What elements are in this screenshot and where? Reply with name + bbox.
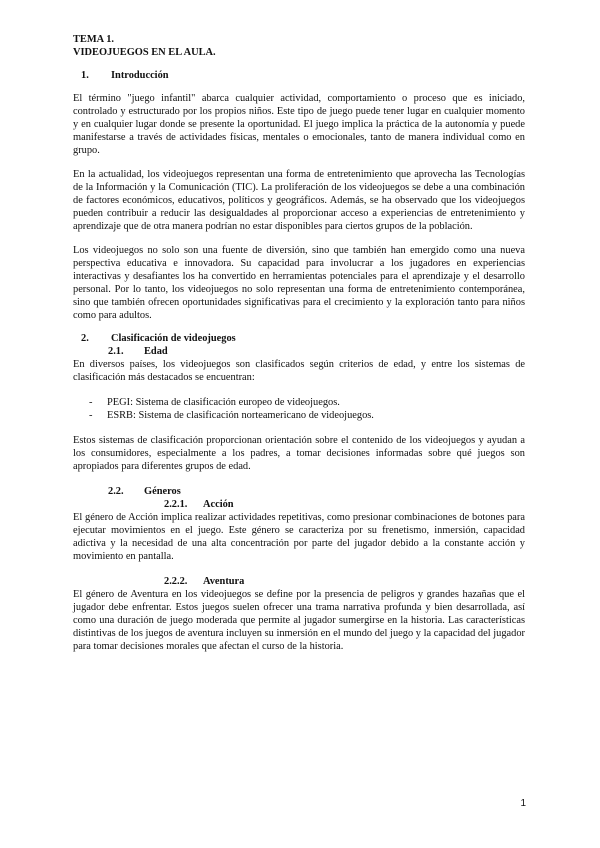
document-title: VIDEOJUEGOS EN EL AULA. [73,47,216,58]
list-item-text: PEGI: Sistema de clasificación europeo de videojuegos. [107,397,340,408]
subsection-2-2-2-title: Aventura [203,576,245,587]
edad-outro-paragraph: Estos sistemas de clasificación proporcionan orientación sobre el contenido de los videojuegos y ayudan a los consumidores, especialmente a los padres, a tomar decisiones informadas sobre qué juegos son apropiados para diferentes grupos de edad. [73,435,525,472]
page-number: 1 [520,798,526,809]
section-1-number: 1. [81,70,89,81]
subsection-2-2-2-heading [73,575,525,588]
list-item [73,409,525,422]
dash-bullet: - [89,410,93,421]
section-1-heading [73,69,525,82]
document-page [73,33,525,653]
section-2-heading [73,332,525,345]
intro-paragraph-3: Los videojuegos no solo son una fuente de diversión, sino que también han emergido como una nueva perspectiva educativa e innovadora. Su capacidad para involucrar a los jugadores en experiencias interactivas y desafiantes los ha convertido en herramientas potenciales para el aprendizaje y el desarrollo personal. Por lo tanto, los videojuegos no solo representan una forma de entretenimiento contemporánea, sino que también ofrecen oportunidades significativas para el crecimiento y la exploración tanto para niños como para adultos. [73,245,525,321]
subsection-2-2-title: Géneros [144,486,181,497]
section-2-title: Clasificación de videojuegos [111,333,236,344]
list-item-text: ESRB: Sistema de clasificación norteamericano de videojuegos. [107,410,374,421]
rating-systems-list [73,396,525,422]
edad-intro-paragraph: En diversos países, los videojuegos son clasificados según criterios de edad, y entre los sistemas de clasificación más destacados se encuentran: [73,359,525,383]
subsection-2-1-number: 2.1. [108,346,124,357]
subsection-2-2-1-heading [73,498,525,511]
list-item [73,396,525,409]
aventura-paragraph: El género de Aventura en los videojuegos se define por la presencia de peligros y grandes hazañas que el jugador debe enfrentar. Estos juegos suelen ofrecer una trama narrativa profunda y bien desarrollada, así como una duración de juego moderada que permite al jugador sumergirse en la historia. Las características distintivas de los juegos de aventura incluyen su inmersión en el mundo del juego y la capacidad del jugador para tomar decisiones morales que afectan el curso de la historia. [73,589,525,652]
subsection-2-2-2-number: 2.2.2. [164,576,188,587]
intro-paragraph-1: El término "juego infantil" abarca cualquier actividad, comportamiento o proceso que es iniciado, controlado y estructurado por los propios niños. Este tipo de juego puede tener lugar en cualquier momento y en cualquier lugar donde se presente la oportunidad. El juego implica la práctica de la autonomía y puede manifestarse a través de actividades físicas, mentales o emocionales, tanto de manera individual como en grupo. [73,93,525,156]
accion-paragraph: El género de Acción implica realizar actividades repetitivas, como presionar combinaciones de botones para ejecutar movimientos en el juego. Este género se caracteriza por su frenetismo, inmersión, capacidad adictiva y la necesidad de una alta concentración por parte del jugador debido a la constante acción y movimiento en pantalla. [73,512,525,562]
intro-paragraph-2: En la actualidad, los videojuegos representan una forma de entretenimiento que aprovecha las Tecnologías de la Información y la Comunicación (TIC). La proliferación de los videojuegos se debe a una combinación de factores económicos, educativos, políticos y geográficos. Además, se ha observado que los videojuegos pueden contribuir a reducir las desigualdades al proporcionar acceso a experiencias de entretenimiento y aprendizaje que de otra manera podrían no estar disponibles para ciertos grupos de la población. [73,169,525,232]
dash-bullet: - [89,397,93,408]
section-2-number: 2. [81,333,89,344]
subsection-2-2-number: 2.2. [108,486,124,497]
subsection-2-1-title: Edad [144,346,168,357]
subsection-2-2-heading [73,485,525,498]
section-1-title: Introducción [111,70,169,81]
tema-label: TEMA 1. [73,34,114,45]
subsection-2-2-1-number: 2.2.1. [164,499,188,510]
subsection-2-2-1-title: Acción [203,499,234,510]
subsection-2-1-heading [73,345,525,358]
